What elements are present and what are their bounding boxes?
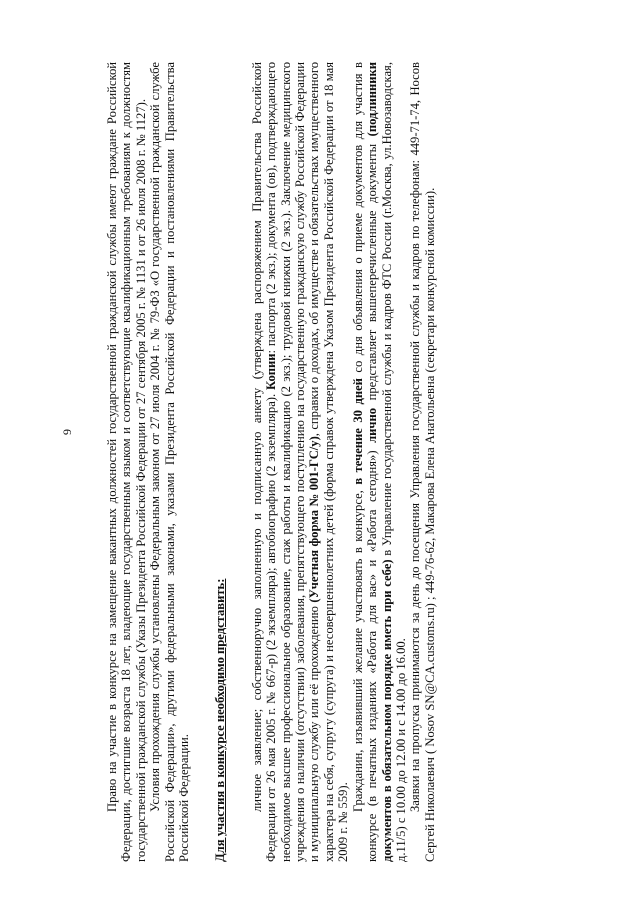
submission-text-3: представляет вышеперечисленные документы <box>365 136 380 408</box>
spacer <box>228 62 250 862</box>
required-documents-text-2: : паспорта (2 экз.); документа (ов), подтверждающего необходимое высшее профессиональное образование, стаж работы и квалификацию (2 экз.); трудовой книжки (2 экз.). Заключение медицинского учреждения о наличии (отсутствии) заболевания, препятствующего поступлению на государственную гражданскую службу Российской Федерации и муниципальную службу или её прохождению <box>264 62 322 862</box>
spacer <box>191 62 213 862</box>
originals-note: (подлинники документов в обязательном порядке иметь при себе) <box>365 61 394 862</box>
section-heading: Для участия в конкурсе необходимо представить: <box>213 578 228 862</box>
service-conditions-paragraph: Условия прохождения службы установлены Федеральным законом от 27 июля 2004 г. № 79-ФЗ «О государственной гражданской службе Российской Федерации», другими федеральными законами, указами Президента Российской Федерации и постановлениями Правительства Российской Федерации. <box>148 62 192 862</box>
submission-text-1: Гражданин, изъявивший желание участвовать в конкурсе, <box>350 484 365 812</box>
page-number: 9 <box>60 429 74 435</box>
in-person-label: лично <box>365 407 380 443</box>
medical-form-label: (Учетная форма № 001-ГС/у) <box>307 436 322 603</box>
deadline-label: в течение 30 дней <box>350 378 365 485</box>
copies-label: Копии <box>264 353 279 391</box>
submission-paragraph <box>351 62 409 862</box>
document-body <box>105 62 545 862</box>
submission-text-4: в Управление государственной службы и кадров ФТС России (г.Москва, ул.Новозаводская, д.11/5) с 10.00 до 12.00 и с 14.00 до 16.00. <box>379 62 408 862</box>
eligibility-paragraph: Право на участие в конкурсе на замещение вакантных должностей государственной гражданской службы имеют граждане Российской Федерации, достигшие возраста 18 лет, владеющие государственным языком и соответствующие квалификационным требованиям к должностям государственной гражданской службы (Указы Президента Российской Федерации от 27 сентября 2005 г. № 1131 и от 26 июля 2008 г. № 1127). <box>105 62 148 862</box>
required-documents-paragraph <box>250 62 351 862</box>
required-documents-text-3: , справки о доходах, об имуществе и обязательствах имущественного характера на себя, супругу (супруга) и несовершеннолетних детей (форма справок утверждена Указом Президента Российской Федерации от 18 мая 2009 г. № 559). <box>307 62 351 862</box>
required-documents-text-1: личное заявление; собственноручно заполненную и подписанную анкету (утверждена распоряжением Правительства Российской Федерации от 26 мая 2005 г. № 667-р) (2 экземпляра); автобиографию (2 экземпляра). <box>249 62 279 862</box>
pass-requests-paragraph: Заявки на пропуска принимаются за день до посещения Управления государственной службы и кадров по телефонам: 449-71-74, Носов Сергей Николаевич ( Nosov SN@CA.customs.ru) ; 449-76-62, Макарова Елена Анатольевна (секретари конкурсной комиссии). <box>408 62 437 862</box>
submission-text-2: со дня объявления о приеме документов для участия в конкурсе (в печатных изданиях «Работа для вас» и «Работа сегодня») <box>350 62 380 862</box>
